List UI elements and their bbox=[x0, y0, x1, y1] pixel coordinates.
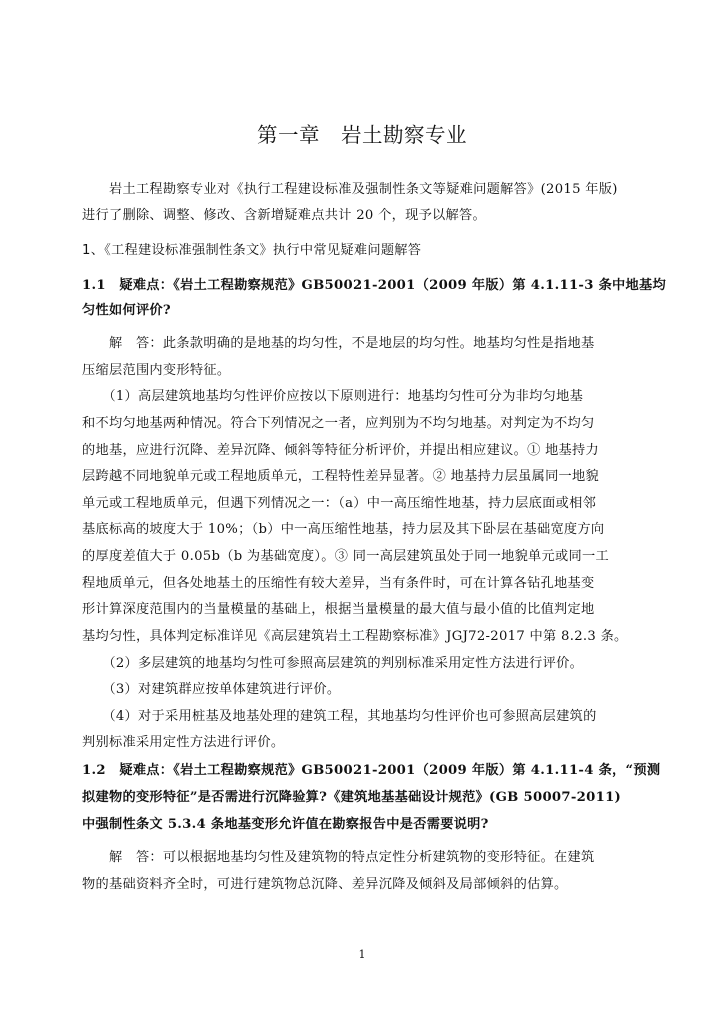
q2-heading: 拟建物的变形特征”是否需进行沉降验算?《建筑地基基础设计规范》(GB 50007-2011) bbox=[82, 790, 622, 805]
q1-answer-line: （3）对建筑群应按单体建筑进行评价。 bbox=[82, 682, 341, 697]
q1-answer-line: 程地质单元，但各处地基土的压缩性有较大差异，当有条件时，可在计算各钻孔地基变 bbox=[82, 576, 595, 591]
q1-answer-line: 判别标准采用定性方法进行评价。 bbox=[82, 735, 285, 750]
q1-answer-line: 形计算深度范围内的当量模量的基础上，根据当量模量的最大值与最小值的比值判定地 bbox=[82, 602, 595, 617]
q1-answer-line: 层跨越不同地貌单元或工程地质单元，工程特性差异显著。② 地基持力层虽属同一地貌 bbox=[82, 469, 600, 484]
q1-answer-line: 基均匀性，具体判定标准详见《高层建筑岩土工程勘察标准》JGJ72-2017 中第 8.2.3 条。 bbox=[82, 629, 628, 644]
chapter-title: 第一章 岩土勘察专业 bbox=[257, 123, 467, 147]
q1-answer-line: （1）高层建筑地基均匀性评价应按以下原则进行：地基均匀性可分为非均匀地基 bbox=[82, 389, 584, 404]
q1-answer-line: 的地基，应进行沉降、差异沉降、倾斜等特征分析评价，并提出相应建议。① 地基持力 bbox=[82, 443, 600, 458]
q1-answer-line: 单元或工程地质单元，但遇下列情况之一：（a）中一高压缩性地基，持力层底面或相邻 bbox=[82, 496, 597, 511]
q2-answer-line: 物的基础资料齐全时，可进行建筑物总沉降、差异沉降及倾斜及局部倾斜的估算。 bbox=[82, 877, 568, 892]
q2-heading: 1.2 疑难点：《岩土工程勘察规范》GB50021-2001（2009 年版）第 4.1.11-4 条，“预测 bbox=[82, 763, 661, 778]
q1-answer-line: 基底标高的坡度大于 10%；（b）中一高压缩性地基，持力层及其下卧层在基础宽度方向 bbox=[82, 522, 605, 537]
q1-heading: 匀性如何评价? bbox=[82, 303, 171, 318]
q2-answer-line: 解 答：可以根据地基均匀性及建筑物的特点定性分析建筑物的变形特征。在建筑 bbox=[82, 850, 595, 865]
q1-answer-line: （4）对于采用桩基及地基处理的建筑工程，其地基均匀性评价也可参照高层建筑的 bbox=[82, 709, 597, 724]
intro-line: 进行了删除、调整、修改、含新增疑难点共计 20 个，现予以解答。 bbox=[82, 208, 487, 223]
q1-answer-line: 解 答：此条款明确的是地基的均匀性，不是地层的均匀性。地基均匀性是指地基 bbox=[82, 336, 595, 351]
section-heading: 1、《工程建设标准强制性条文》执行中常见疑难问题解答 bbox=[82, 243, 422, 258]
q2-heading: 中强制性条文 5.3.4 条地基变形允许值在勘察报告中是否需要说明? bbox=[82, 817, 489, 832]
q1-answer-line: （2）多层建筑的地基均匀性可参照高层建筑的判别标准采用定性方法进行评价。 bbox=[82, 656, 584, 671]
q1-answer-line: 的厚度差值大于 0.05b（b 为基础宽度）。③ 同一高层建筑虽处于同一地貌单元或同一工 bbox=[82, 549, 609, 564]
q1-answer-line: 压缩层范围内变形特征。 bbox=[82, 363, 231, 378]
intro-line: 岩土工程勘察专业对《执行工程建设标准及强制性条文等疑难问题解答》(2015 年版) bbox=[82, 182, 618, 197]
q1-answer-line: 和不均匀地基两种情况。符合下列情况之一者，应判别为不均匀地基。对判定为不均匀 bbox=[82, 416, 595, 431]
page-number: 1 bbox=[358, 948, 366, 961]
q1-heading: 1.1 疑难点：《岩土工程勘察规范》GB50021-2001（2009 年版）第 4.1.11-3 条中地基均 bbox=[82, 278, 667, 293]
